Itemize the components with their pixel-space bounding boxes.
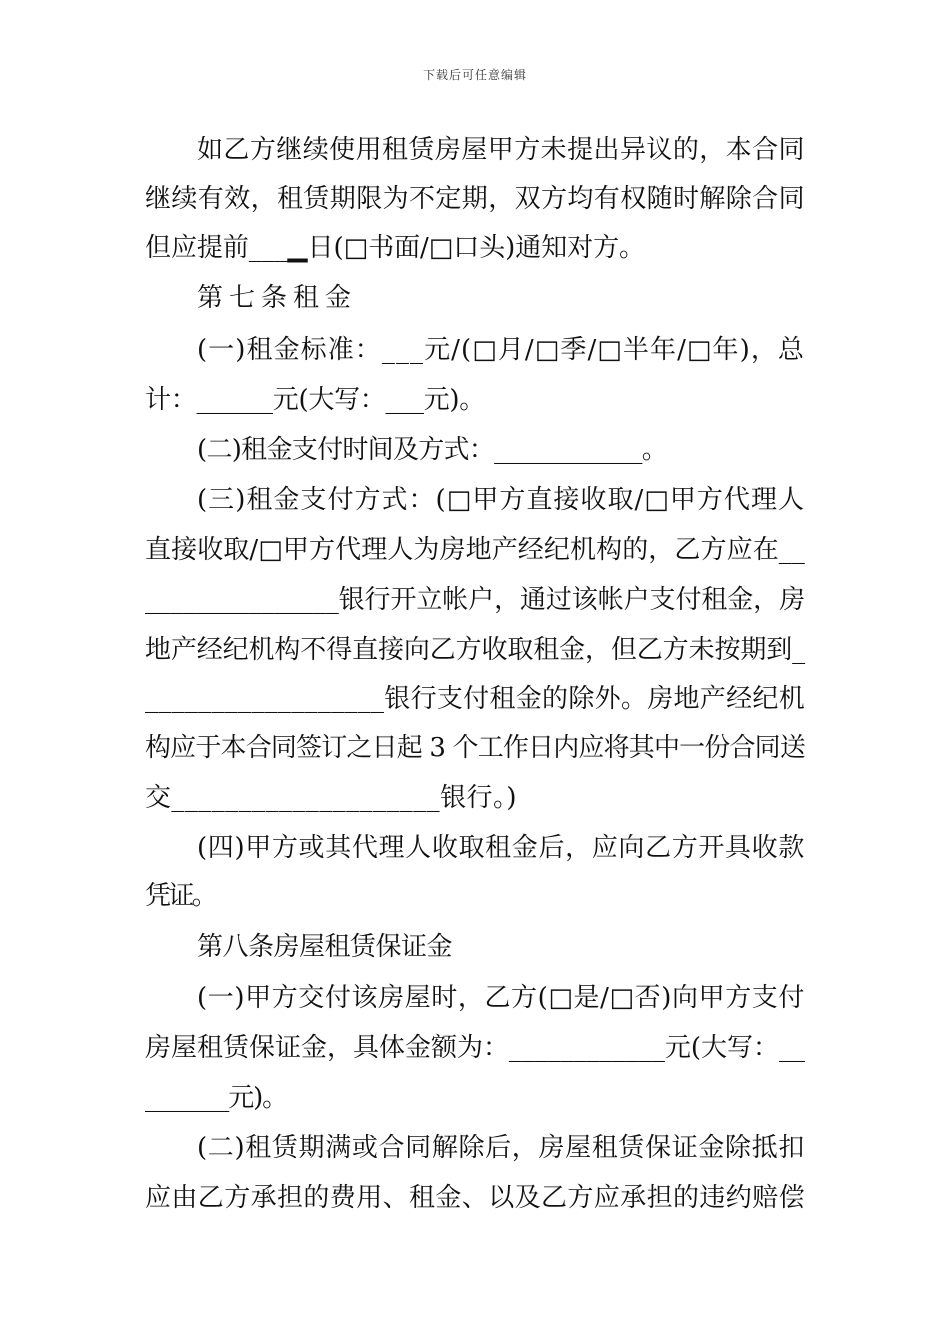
paragraph-line: (二)租赁期满或合同解除后，房屋租赁保证金除抵扣 [197, 1133, 805, 1163]
paragraph-line: 房屋租赁保证金，具体金额为：____________元(大写：__ [145, 1033, 805, 1063]
paragraph-line: _______元)。 [145, 1083, 287, 1113]
paragraph-line: 地产经纪机构不得直接向乙方收取租金，但乙方未按期到_ [145, 635, 805, 665]
paragraph-line: 但应提前___▁日(□书面/□口头)通知对方。 [145, 233, 645, 263]
paragraph-line: (一)租金标准：___元/(□月/□季/□半年/□年)，总 [197, 335, 805, 365]
paragraph-line: 直接收取/□甲方代理人为房地产经纪机构的，乙方应在__ [145, 535, 805, 565]
paragraph-line: __________________银行支付租金的除外。房地产经纪机 [145, 684, 805, 714]
paragraph-line: (二)租金支付时间及方式：____________。 [197, 435, 667, 465]
paragraph-line: 如乙方继续使用租赁房屋甲方未提出异议的，本合同 [197, 135, 805, 165]
section-heading-rent: 第七条租金 [197, 283, 357, 313]
paragraph-line: 计：______元(大写：___元)。 [145, 385, 485, 415]
paragraph-line: 构应于本合同签订之日起 3 个工作日内应将其中一份合同送 [145, 733, 805, 763]
paragraph-line: 继续有效，租赁期限为不定期，双方均有权随时解除合同 [145, 184, 805, 214]
paragraph-line: _______________银行开立帐户，通过该帐户支付租金，房 [145, 585, 805, 615]
page-header-note: 下载后可任意编辑 [422, 68, 527, 82]
paragraph-line: (三)租金支付方式：(□甲方直接收取/□甲方代理人 [197, 485, 805, 515]
section-heading-deposit: 第八条房屋租赁保证金 [197, 932, 452, 962]
paragraph-line: 应由乙方承担的费用、租金、以及乙方应承担的违约赔偿 [145, 1183, 805, 1213]
paragraph-line: (一)甲方交付该房屋时，乙方(□是/□否)向甲方支付 [197, 983, 805, 1013]
paragraph-line: 凭证。 [145, 881, 215, 911]
paragraph-line: (四)甲方或其代理人收取租金后，应向乙方开具收款 [197, 833, 805, 863]
paragraph-line: 交____________________银行。) [145, 783, 517, 813]
